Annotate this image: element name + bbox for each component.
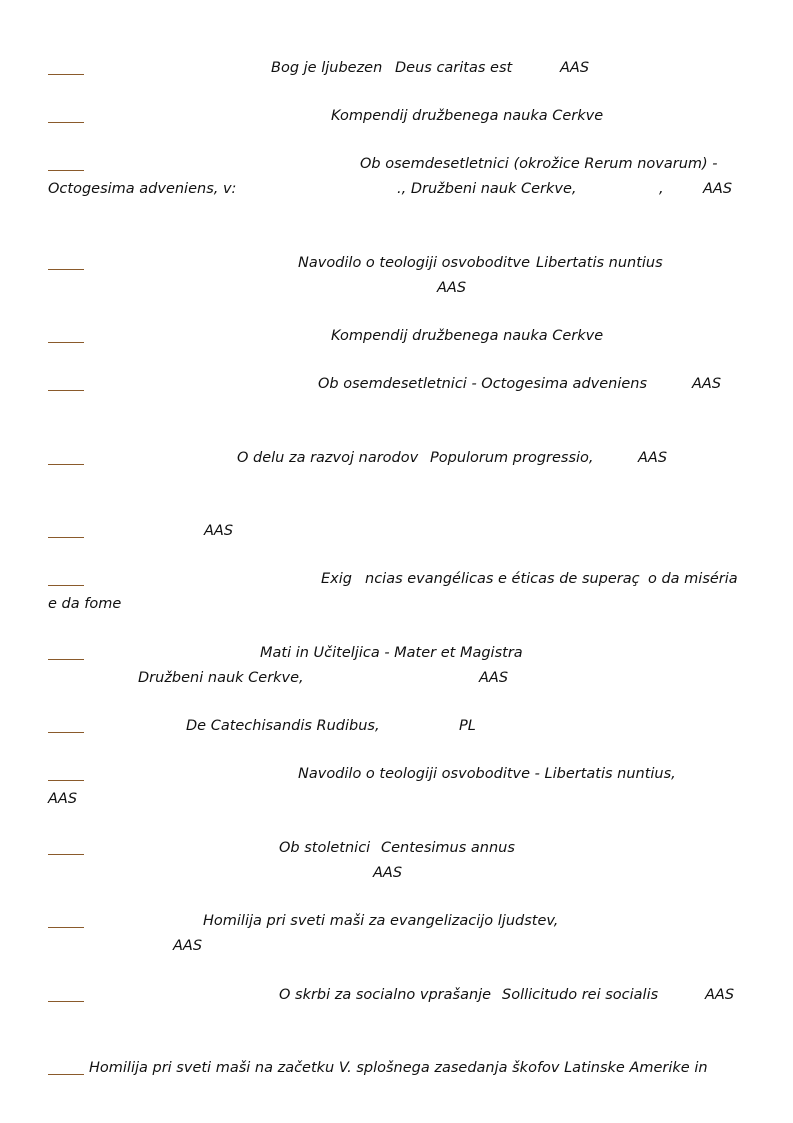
footnote-text: AAS xyxy=(703,181,733,197)
footnote-rule xyxy=(48,659,84,660)
footnote-rule xyxy=(48,74,84,75)
footnote-text: AAS xyxy=(204,523,234,539)
footnote-text: Deus caritas est xyxy=(395,60,513,76)
footnote-text: AAS xyxy=(373,865,403,881)
footnote-text: AAS xyxy=(48,791,78,807)
footnote-rule xyxy=(48,122,84,123)
footnote-rule xyxy=(48,854,84,855)
footnote-text: o da miséria xyxy=(648,571,738,587)
footnote-text: Kompendij družbenega nauka Cerkve xyxy=(331,108,604,124)
footnote-rule xyxy=(48,927,84,928)
footnote-text: AAS xyxy=(638,450,668,466)
footnote-text: Navodilo o teologiji osvoboditve xyxy=(298,255,531,271)
footnote-text: AAS xyxy=(479,670,509,686)
footnote-text: , xyxy=(659,181,664,197)
footnote-text: e da fome xyxy=(48,596,122,612)
footnote-text: AAS xyxy=(173,938,203,954)
footnote-text: Kompendij družbenega nauka Cerkve xyxy=(331,328,604,344)
footnote-rule xyxy=(48,342,84,343)
footnote-rule xyxy=(48,1001,84,1002)
footnote-text: AAS xyxy=(705,987,735,1003)
footnote-text: Mati in Učiteljica - Mater et Magistra xyxy=(260,645,523,661)
footnote-text: Homilija pri sveti maši za evangelizacijo ljudstev, xyxy=(203,913,559,929)
footnote-text: O skrbi za socialno vprašanje xyxy=(279,987,492,1003)
footnote-text: Navodilo o teologiji osvoboditve - Libertatis nuntius, xyxy=(298,766,676,782)
footnote-rule xyxy=(48,537,84,538)
footnote-rule xyxy=(48,1074,84,1075)
footnote-text: Centesimus annus xyxy=(381,840,515,856)
footnote-text: AAS xyxy=(560,60,590,76)
footnote-text: Ob osemdesetletnici - Octogesima adveniens xyxy=(318,376,648,392)
footnote-rule xyxy=(48,585,84,586)
footnote-rule xyxy=(48,780,84,781)
footnote-rule xyxy=(48,269,84,270)
footnote-text: Družbeni nauk Cerkve, xyxy=(138,670,304,686)
footnote-text: Populorum progressio, xyxy=(430,450,594,466)
footnote-rule xyxy=(48,464,84,465)
footnote-text: ncias evangélicas e éticas de superaç xyxy=(365,571,640,587)
footnote-text: AAS xyxy=(437,280,467,296)
footnote-rule xyxy=(48,732,84,733)
footnote-text: Octogesima adveniens, v: xyxy=(48,181,237,197)
footnote-text: De Catechisandis Rudibus, xyxy=(186,718,380,734)
footnote-text: O delu za razvoj narodov xyxy=(237,450,419,466)
footnote-rule xyxy=(48,170,84,171)
footnote-text: Ob osemdesetletnici (okrožice Rerum novarum) - xyxy=(360,156,718,172)
footnote-text: AAS xyxy=(692,376,722,392)
footnote-text: Bog je ljubezen xyxy=(271,60,383,76)
footnote-text: Libertatis nuntius xyxy=(536,255,663,271)
footnote-text: Ob stoletnici xyxy=(279,840,371,856)
footnote-text: ., Družbeni nauk Cerkve, xyxy=(397,181,577,197)
footnote-text: Homilija pri sveti maši na začetku V. splošnega zasedanja škofov Latinske Amerike in xyxy=(89,1060,708,1076)
footnote-text: Sollicitudo rei socialis xyxy=(502,987,659,1003)
footnote-text: Exig xyxy=(321,571,352,587)
footnote-rule xyxy=(48,390,84,391)
footnote-text: PL xyxy=(459,718,476,734)
